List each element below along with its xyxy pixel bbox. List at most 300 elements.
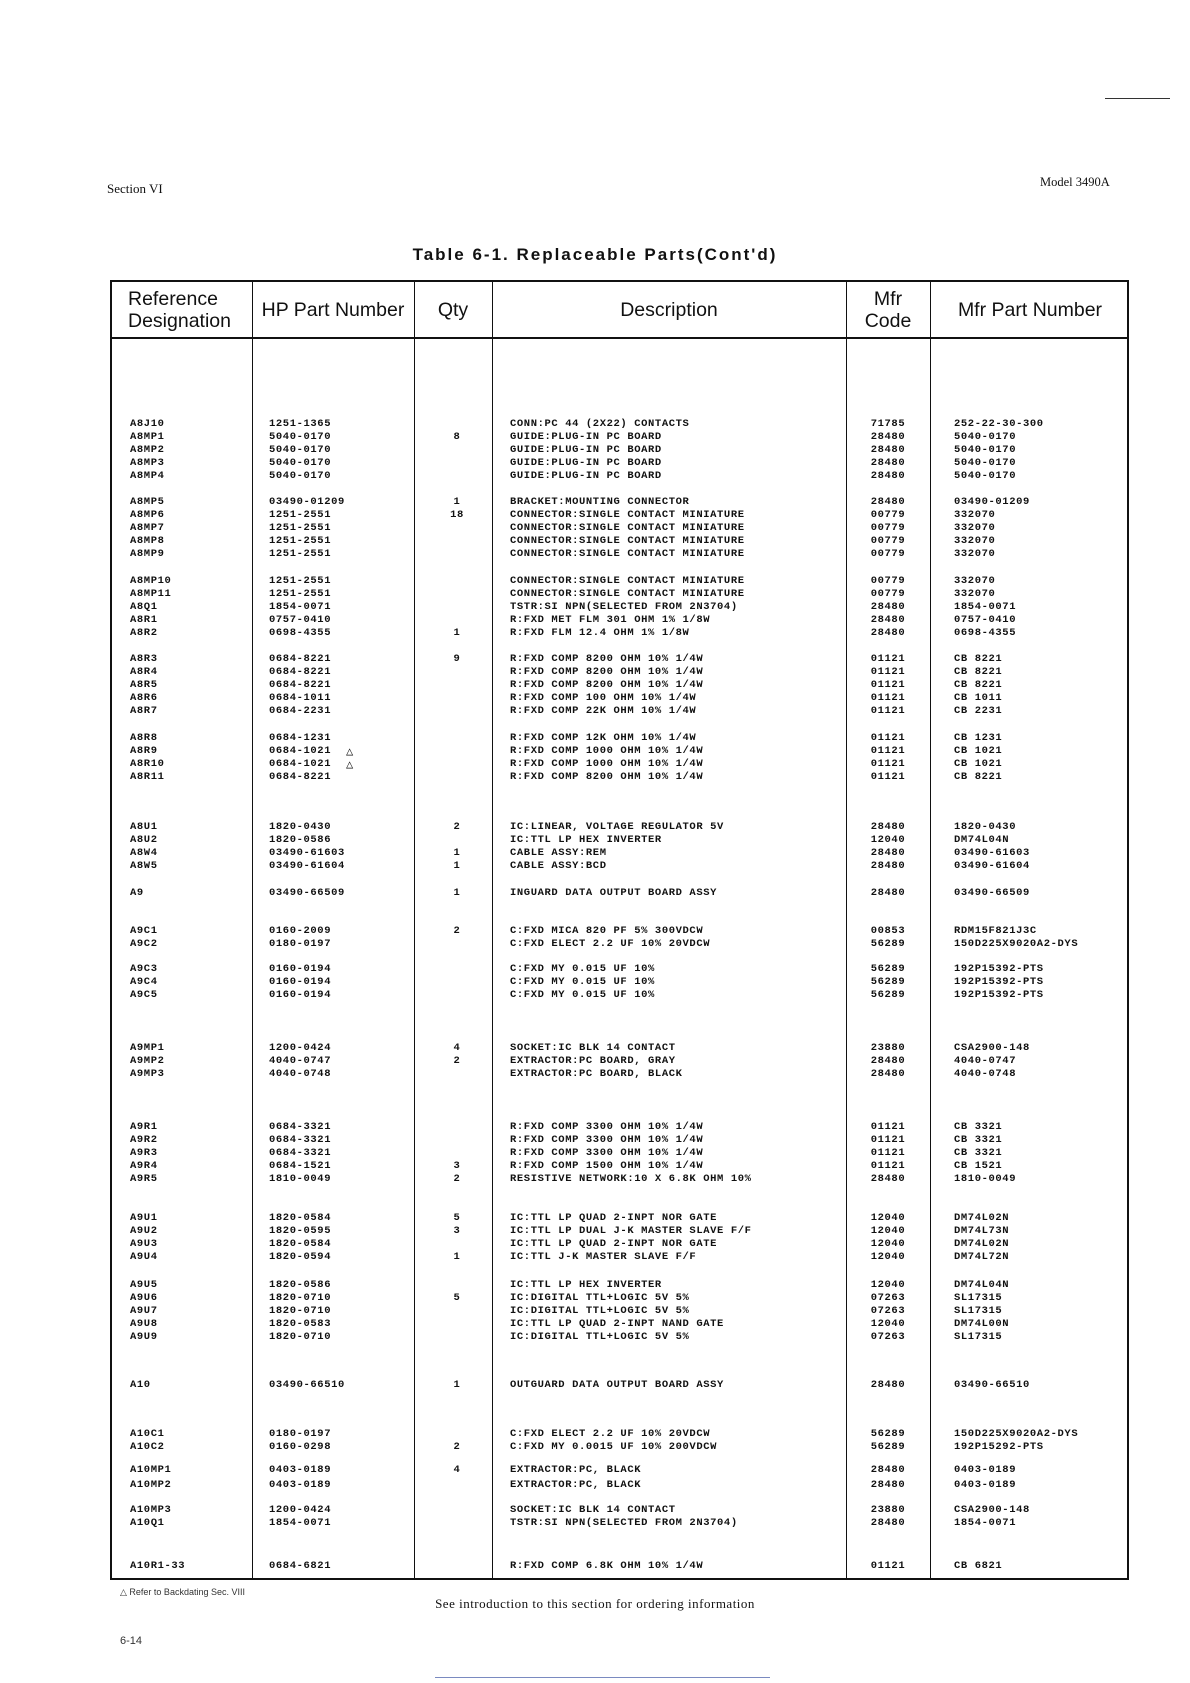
cell-qty: 2: [453, 821, 461, 833]
cell-ref: A8R4: [130, 666, 158, 678]
cell-ref: A8MP6: [130, 509, 165, 521]
cell-description: C:FXD MY 0.015 UF 10%: [510, 963, 655, 975]
cell-hp-part: 03490-61604: [269, 860, 345, 872]
cell-mfr-part: 332070: [954, 535, 996, 547]
ordering-note: See introduction to this section for ordering information: [435, 1596, 755, 1611]
table-row: [112, 887, 1127, 900]
cell-hp-part: 0684-8221: [269, 666, 332, 678]
cell-mfr-part: 4040-0747: [954, 1055, 1017, 1067]
cell-mfr-code: 01121: [870, 679, 906, 691]
cell-ref: A9U1: [130, 1212, 158, 1224]
cell-hp-part: 1820-0595: [269, 1225, 332, 1237]
cell-hp-part: 0684-1231: [269, 732, 332, 744]
cell-ref: A9R2: [130, 1134, 158, 1146]
table-body: [112, 282, 1127, 1578]
cell-qty: 8: [453, 431, 461, 443]
cell-mfr-code: 28480: [870, 601, 906, 613]
cell-qty: 1: [453, 1379, 461, 1391]
cell-mfr-part: 0698-4355: [954, 627, 1017, 639]
table-row: [112, 1055, 1127, 1068]
cell-mfr-code: 01121: [870, 745, 906, 757]
cell-description: CONNECTOR:SINGLE CONTACT MINIATURE: [510, 509, 745, 521]
cell-qty: 1: [453, 860, 461, 872]
cell-mfr-part: 332070: [954, 509, 996, 521]
cell-hp-part: 1820-0710: [269, 1331, 332, 1343]
cell-description: R:FXD COMP 8200 OHM 10% 1/4W: [510, 771, 704, 783]
cell-hp-part: 0160-0194: [269, 976, 332, 988]
table-row: [112, 1464, 1127, 1477]
table-row: [112, 470, 1127, 483]
cell-description: INGUARD DATA OUTPUT BOARD ASSY: [510, 887, 718, 899]
cell-description: GUIDE:PLUG-IN PC BOARD: [510, 431, 662, 443]
cell-hp-part: 0684-1021: [269, 758, 332, 770]
cell-ref: A9MP1: [130, 1042, 165, 1054]
cell-hp-part: 0757-0410: [269, 614, 332, 626]
cell-mfr-code: 01121: [870, 1147, 906, 1159]
cell-mfr-part: CB 1521: [954, 1160, 1003, 1172]
cell-description: R:FXD COMP 100 OHM 10% 1/4W: [510, 692, 697, 704]
cell-mfr-code: 12040: [870, 834, 906, 846]
table-row: [112, 692, 1127, 705]
table-row: [112, 418, 1127, 431]
cell-hp-part: 0684-3321: [269, 1134, 332, 1146]
cell-hp-part: 0180-0197: [269, 1428, 332, 1440]
table-row: [112, 705, 1127, 718]
top-rule: [1105, 98, 1170, 99]
table-row: [112, 938, 1127, 951]
cell-ref: A9U2: [130, 1225, 158, 1237]
table-row: [112, 1441, 1127, 1454]
cell-mfr-code: 28480: [870, 1517, 906, 1529]
cell-description: CONNECTOR:SINGLE CONTACT MINIATURE: [510, 548, 745, 560]
cell-qty: 1: [453, 847, 461, 859]
table-row: [112, 1068, 1127, 1081]
cell-description: R:FXD COMP 8200 OHM 10% 1/4W: [510, 653, 704, 665]
cell-description: R:FXD FLM 12.4 OHM 1% 1/8W: [510, 627, 690, 639]
cell-hp-part: 0698-4355: [269, 627, 332, 639]
cell-description: EXTRACTOR:PC BOARD, BLACK: [510, 1068, 683, 1080]
cell-ref: A9U8: [130, 1318, 158, 1330]
cell-mfr-code: 28480: [870, 1068, 906, 1080]
cell-hp-part: 0160-2009: [269, 925, 332, 937]
table-row: [112, 1212, 1127, 1225]
cell-mfr-part: 332070: [954, 575, 996, 587]
cell-ref: A9R4: [130, 1160, 158, 1172]
table-row: [112, 1121, 1127, 1134]
cell-description: TSTR:SI NPN(SELECTED FROM 2N3704): [510, 1517, 738, 1529]
cell-description: CONNECTOR:SINGLE CONTACT MINIATURE: [510, 588, 745, 600]
cell-mfr-part: 03490-61603: [954, 847, 1030, 859]
cell-hp-part: 0684-8221: [269, 771, 332, 783]
cell-hp-part: 1820-0594: [269, 1251, 332, 1263]
cell-ref: A8R7: [130, 705, 158, 717]
cell-mfr-code: 07263: [870, 1331, 906, 1343]
cell-ref: A9R5: [130, 1173, 158, 1185]
cell-description: CONNECTOR:SINGLE CONTACT MINIATURE: [510, 522, 745, 534]
cell-description: R:FXD COMP 3300 OHM 10% 1/4W: [510, 1121, 704, 1133]
cell-hp-part: 1251-1365: [269, 418, 332, 430]
cell-ref: A8U2: [130, 834, 158, 846]
table-row: [112, 666, 1127, 679]
cell-hp-part: 5040-0170: [269, 431, 332, 443]
cell-qty: 1: [453, 1251, 461, 1263]
table-row: [112, 963, 1127, 976]
cell-hp-part: 1251-2551: [269, 522, 332, 534]
cell-hp-part: 5040-0170: [269, 444, 332, 456]
cell-description: CABLE ASSY:BCD: [510, 860, 607, 872]
cell-description: IC:TTL LP HEX INVERTER: [510, 1279, 662, 1291]
cell-mfr-part: 5040-0170: [954, 431, 1017, 443]
cell-description: CONNECTOR:SINGLE CONTACT MINIATURE: [510, 535, 745, 547]
cell-description: R:FXD COMP 1000 OHM 10% 1/4W: [510, 758, 704, 770]
cell-mfr-code: 01121: [870, 666, 906, 678]
cell-ref: A8J10: [130, 418, 165, 430]
cell-description: TSTR:SI NPN(SELECTED FROM 2N3704): [510, 601, 738, 613]
backdating-marker: △: [346, 745, 354, 759]
cell-mfr-code: 01121: [870, 771, 906, 783]
cell-mfr-part: DM74L02N: [954, 1212, 1010, 1224]
cell-hp-part: 0684-8221: [269, 653, 332, 665]
cell-description: GUIDE:PLUG-IN PC BOARD: [510, 470, 662, 482]
table-row: [112, 976, 1127, 989]
cell-mfr-code: 28480: [870, 887, 906, 899]
cell-hp-part: 1200-0424: [269, 1504, 332, 1516]
backdating-marker: △: [346, 758, 354, 772]
cell-ref: A8MP9: [130, 548, 165, 560]
cell-description: BRACKET:MOUNTING CONNECTOR: [510, 496, 690, 508]
cell-ref: A9: [130, 887, 144, 899]
cell-hp-part: 1251-2551: [269, 509, 332, 521]
cell-description: CONN:PC 44 (2X22) CONTACTS: [510, 418, 690, 430]
cell-mfr-part: 03490-01209: [954, 496, 1030, 508]
cell-description: C:FXD ELECT 2.2 UF 10% 20VDCW: [510, 1428, 711, 1440]
cell-mfr-part: CB 2231: [954, 705, 1003, 717]
cell-mfr-part: 332070: [954, 522, 996, 534]
cell-ref: A10R1-33: [130, 1560, 186, 1572]
cell-hp-part: 0684-1011: [269, 692, 332, 704]
cell-mfr-code: 07263: [870, 1292, 906, 1304]
cell-ref: A8MP8: [130, 535, 165, 547]
cell-mfr-code: 00853: [870, 925, 906, 937]
table-row: [112, 679, 1127, 692]
table-row: [112, 431, 1127, 444]
cell-ref: A9C4: [130, 976, 158, 988]
table-row: [112, 821, 1127, 834]
cell-qty: 3: [453, 1160, 461, 1172]
col-header-mfr-code: Mfr Code: [864, 287, 912, 332]
table-row: [112, 1517, 1127, 1530]
cell-ref: A8R3: [130, 653, 158, 665]
cell-hp-part: 1854-0071: [269, 1517, 332, 1529]
cell-mfr-code: 28480: [870, 627, 906, 639]
cell-hp-part: 03490-61603: [269, 847, 345, 859]
cell-mfr-part: 1820-0430: [954, 821, 1017, 833]
table-row: [112, 758, 1127, 771]
cell-ref: A9C5: [130, 989, 158, 1001]
cell-mfr-part: CSA2900-148: [954, 1042, 1030, 1054]
cell-description: R:FXD COMP 1500 OHM 10% 1/4W: [510, 1160, 704, 1172]
cell-mfr-part: 0757-0410: [954, 614, 1017, 626]
table-row: [112, 1173, 1127, 1186]
table-row: [112, 1251, 1127, 1264]
cell-description: R:FXD COMP 6.8K OHM 10% 1/4W: [510, 1560, 704, 1572]
cell-hp-part: 1820-0710: [269, 1292, 332, 1304]
table-row: [112, 535, 1127, 548]
cell-hp-part: 0403-0189: [269, 1479, 332, 1491]
cell-hp-part: 0160-0194: [269, 963, 332, 975]
cell-mfr-part: 192P15392-PTS: [954, 963, 1044, 975]
cell-mfr-part: 5040-0170: [954, 470, 1017, 482]
cell-description: C:FXD MICA 820 PF 5% 300VDCW: [510, 925, 704, 937]
table-row: [112, 653, 1127, 666]
cell-mfr-code: 01121: [870, 1160, 906, 1172]
cell-mfr-code: 01121: [870, 653, 906, 665]
cell-mfr-code: 00779: [870, 588, 906, 600]
cell-hp-part: 0160-0194: [269, 989, 332, 1001]
cell-mfr-code: 28480: [870, 444, 906, 456]
cell-mfr-part: SL17315: [954, 1305, 1003, 1317]
col-header-description: Description: [620, 298, 718, 321]
cell-hp-part: 1251-2551: [269, 588, 332, 600]
cell-description: R:FXD COMP 3300 OHM 10% 1/4W: [510, 1134, 704, 1146]
cell-mfr-code: 12040: [870, 1212, 906, 1224]
parts-table: [110, 280, 1129, 1580]
cell-mfr-code: 00779: [870, 522, 906, 534]
cell-ref: A9R3: [130, 1147, 158, 1159]
cell-hp-part: 0403-0189: [269, 1464, 332, 1476]
cell-qty: 3: [453, 1225, 461, 1237]
cell-ref: A10MP2: [130, 1479, 172, 1491]
table-row: [112, 444, 1127, 457]
cell-mfr-code: 56289: [870, 989, 906, 1001]
cell-qty: 18: [450, 509, 464, 521]
cell-mfr-part: SL17315: [954, 1331, 1003, 1343]
cell-hp-part: 1820-0586: [269, 834, 332, 846]
cell-ref: A8R1: [130, 614, 158, 626]
cell-description: R:FXD COMP 1000 OHM 10% 1/4W: [510, 745, 704, 757]
backdating-footnote: △ Refer to Backdating Sec. VIII: [120, 1587, 245, 1597]
table-row: [112, 1134, 1127, 1147]
cell-hp-part: 0684-1521: [269, 1160, 332, 1172]
col-header-reference: Reference Designation: [128, 287, 231, 332]
cell-qty: 9: [453, 653, 461, 665]
cell-description: EXTRACTOR:PC, BLACK: [510, 1464, 642, 1476]
cell-qty: 1: [453, 887, 461, 899]
cell-description: IC:TTL LP QUAD 2-INPT NOR GATE: [510, 1238, 718, 1250]
cell-qty: 2: [453, 925, 461, 937]
cell-ref: A8MP5: [130, 496, 165, 508]
cell-ref: A9U5: [130, 1279, 158, 1291]
cell-mfr-code: 12040: [870, 1238, 906, 1250]
table-row: [112, 522, 1127, 535]
cell-qty: 5: [453, 1212, 461, 1224]
table-row: [112, 1042, 1127, 1055]
table-row: [112, 1428, 1127, 1441]
table-row: [112, 1504, 1127, 1517]
cell-ref: A9U9: [130, 1331, 158, 1343]
cell-hp-part: 1820-0584: [269, 1212, 332, 1224]
cell-ref: A8R6: [130, 692, 158, 704]
cell-ref: A9C3: [130, 963, 158, 975]
cell-mfr-code: 01121: [870, 732, 906, 744]
cell-hp-part: 0684-8221: [269, 679, 332, 691]
cell-mfr-part: 03490-66510: [954, 1379, 1030, 1391]
model-label: Model 3490A: [1040, 175, 1110, 189]
cell-mfr-code: 28480: [870, 1464, 906, 1476]
table-title: Table 6-1. Replaceable Parts(Cont'd): [412, 245, 778, 264]
cell-mfr-part: DM74L04N: [954, 834, 1010, 846]
cell-ref: A8W5: [130, 860, 158, 872]
cell-mfr-code: 01121: [870, 1560, 906, 1572]
table-row: [112, 1331, 1127, 1344]
table-row: [112, 925, 1127, 938]
cell-mfr-code: 56289: [870, 1441, 906, 1453]
cell-hp-part: 5040-0170: [269, 457, 332, 469]
cell-mfr-part: DM74L73N: [954, 1225, 1010, 1237]
cell-mfr-part: CB 6821: [954, 1560, 1003, 1572]
cell-mfr-part: CB 3321: [954, 1121, 1003, 1133]
table-row: [112, 834, 1127, 847]
cell-hp-part: 1200-0424: [269, 1042, 332, 1054]
cell-mfr-code: 28480: [870, 1173, 906, 1185]
cell-mfr-part: 332070: [954, 588, 996, 600]
cell-mfr-code: 28480: [870, 860, 906, 872]
cell-description: SOCKET:IC BLK 14 CONTACT: [510, 1042, 676, 1054]
cell-mfr-code: 23880: [870, 1042, 906, 1054]
cell-qty: 4: [453, 1464, 461, 1476]
cell-description: IC:TTL LP QUAD 2-INPT NAND GATE: [510, 1318, 724, 1330]
cell-mfr-code: 01121: [870, 758, 906, 770]
cell-hp-part: 0684-3321: [269, 1147, 332, 1159]
table-row: [112, 847, 1127, 860]
cell-mfr-code: 01121: [870, 1134, 906, 1146]
cell-hp-part: 0180-0197: [269, 938, 332, 950]
table-row: [112, 732, 1127, 745]
table-row: [112, 1305, 1127, 1318]
table-row: [112, 1147, 1127, 1160]
cell-description: R:FXD COMP 22K OHM 10% 1/4W: [510, 705, 697, 717]
cell-mfr-part: CB 8221: [954, 679, 1003, 691]
cell-hp-part: 1251-2551: [269, 548, 332, 560]
cell-qty: 4: [453, 1042, 461, 1054]
cell-ref: A8MP2: [130, 444, 165, 456]
cell-description: CONNECTOR:SINGLE CONTACT MINIATURE: [510, 575, 745, 587]
cell-mfr-code: 28480: [870, 847, 906, 859]
cell-ref: A9C1: [130, 925, 158, 937]
table-row: [112, 601, 1127, 614]
cell-mfr-part: 1854-0071: [954, 1517, 1017, 1529]
cell-ref: A8MP10: [130, 575, 172, 587]
table-row: [112, 614, 1127, 627]
cell-ref: A8R5: [130, 679, 158, 691]
page-number: 6-14: [120, 1635, 143, 1647]
cell-ref: A8MP4: [130, 470, 165, 482]
table-row: [112, 1560, 1127, 1573]
cell-mfr-code: 00779: [870, 535, 906, 547]
cell-description: C:FXD ELECT 2.2 UF 10% 20VDCW: [510, 938, 711, 950]
cell-qty: 5: [453, 1292, 461, 1304]
cell-hp-part: 1820-0430: [269, 821, 332, 833]
cell-description: GUIDE:PLUG-IN PC BOARD: [510, 444, 662, 456]
cell-mfr-part: 03490-61604: [954, 860, 1030, 872]
cell-description: IC:TTL J-K MASTER SLAVE F/F: [510, 1251, 697, 1263]
cell-ref: A8R2: [130, 627, 158, 639]
cell-ref: A9U7: [130, 1305, 158, 1317]
cell-hp-part: 1820-0710: [269, 1305, 332, 1317]
table-row: [112, 860, 1127, 873]
cell-mfr-part: CB 8221: [954, 771, 1003, 783]
cell-description: R:FXD COMP 8200 OHM 10% 1/4W: [510, 679, 704, 691]
cell-ref: A8R9: [130, 745, 158, 757]
cell-mfr-code: 28480: [870, 1055, 906, 1067]
cell-hp-part: 1820-0583: [269, 1318, 332, 1330]
cell-mfr-code: 01121: [870, 705, 906, 717]
table-row: [112, 1238, 1127, 1251]
cell-mfr-part: DM74L02N: [954, 1238, 1010, 1250]
cell-mfr-part: 150D225X9020A2-DYS: [954, 938, 1079, 950]
cell-description: R:FXD COMP 3300 OHM 10% 1/4W: [510, 1147, 704, 1159]
cell-description: C:FXD MY 0.0015 UF 10% 200VDCW: [510, 1441, 718, 1453]
cell-description: R:FXD MET FLM 301 OHM 1% 1/8W: [510, 614, 711, 626]
section-label: Section VI: [107, 181, 163, 196]
cell-ref: A10C1: [130, 1428, 165, 1440]
cell-description: SOCKET:IC BLK 14 CONTACT: [510, 1504, 676, 1516]
cell-mfr-part: CB 1021: [954, 758, 1003, 770]
cell-mfr-part: CB 1021: [954, 745, 1003, 757]
cell-ref: A8U1: [130, 821, 158, 833]
table-row: [112, 745, 1127, 758]
cell-hp-part: 0684-6821: [269, 1560, 332, 1572]
cell-mfr-code: 56289: [870, 1428, 906, 1440]
cell-mfr-code: 01121: [870, 1121, 906, 1133]
cell-mfr-part: 1810-0049: [954, 1173, 1017, 1185]
cell-mfr-code: 28480: [870, 496, 906, 508]
cell-ref: A9MP2: [130, 1055, 165, 1067]
cell-mfr-part: 192P15392-PTS: [954, 976, 1044, 988]
cell-description: IC:DIGITAL TTL+LOGIC 5V 5%: [510, 1305, 690, 1317]
cell-mfr-part: 332070: [954, 548, 996, 560]
cell-description: RESISTIVE NETWORK:10 X 6.8K OHM 10%: [510, 1173, 752, 1185]
table-row: [112, 1379, 1127, 1392]
cell-ref: A9U6: [130, 1292, 158, 1304]
table-row: [112, 496, 1127, 509]
cell-description: IC:LINEAR, VOLTAGE REGULATOR 5V: [510, 821, 724, 833]
cell-mfr-code: 28480: [870, 470, 906, 482]
cell-qty: 2: [453, 1173, 461, 1185]
cell-mfr-part: 0403-0189: [954, 1464, 1017, 1476]
cell-mfr-code: 56289: [870, 976, 906, 988]
cell-hp-part: 0684-1021: [269, 745, 332, 757]
cell-mfr-code: 23880: [870, 1504, 906, 1516]
table-row: [112, 1225, 1127, 1238]
table-row: [112, 1292, 1127, 1305]
cell-ref: A8R11: [130, 771, 165, 783]
cell-mfr-code: 28480: [870, 431, 906, 443]
cell-mfr-code: 12040: [870, 1318, 906, 1330]
cell-mfr-part: CB 3321: [954, 1134, 1003, 1146]
cell-ref: A9MP3: [130, 1068, 165, 1080]
cell-hp-part: 1820-0584: [269, 1238, 332, 1250]
cell-description: IC:TTL LP QUAD 2-INPT NOR GATE: [510, 1212, 718, 1224]
table-row: [112, 1479, 1127, 1492]
cell-mfr-part: 5040-0170: [954, 457, 1017, 469]
cell-hp-part: 0684-2231: [269, 705, 332, 717]
cell-mfr-code: 12040: [870, 1251, 906, 1263]
cell-ref: A8W4: [130, 847, 158, 859]
cell-mfr-code: 12040: [870, 1225, 906, 1237]
cell-description: R:FXD COMP 8200 OHM 10% 1/4W: [510, 666, 704, 678]
cell-mfr-part: 252-22-30-300: [954, 418, 1044, 430]
